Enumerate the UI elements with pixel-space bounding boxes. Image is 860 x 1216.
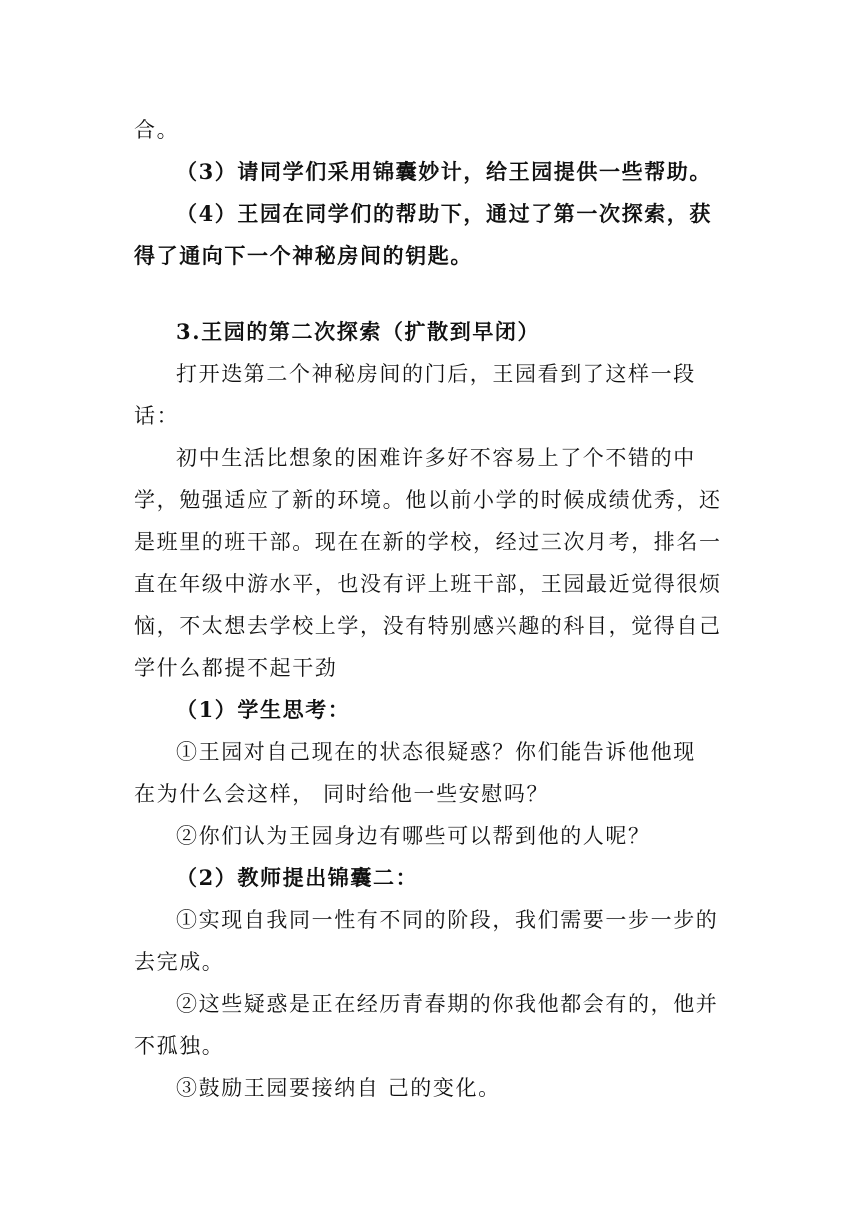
subheading: （1）学生思考： <box>176 697 351 722</box>
paragraph-line: 不孤独。 <box>134 1034 225 1058</box>
paragraph-line: ①实现自我同一性有不同的阶段，我们需要一步一步的 <box>176 908 719 932</box>
paragraph-line: 是班里的班干部。现在在新的学校，经过三次月考，排名一 <box>134 530 722 554</box>
bold-paragraph-line: 得了通向下一个神秘房间的钥匙。 <box>134 243 473 268</box>
section-heading: 3.王园的第二次探索（扩散到早闭） <box>176 319 541 344</box>
paragraph-line: 学，勉强适应了新的环境。他以前小学的时候成绩优秀，还 <box>134 488 722 512</box>
paragraph-line: 直在年级中游水平，也没有评上班干部，王园最近觉得很烦 <box>134 572 722 596</box>
subheading: （2）教师提出锦囊二： <box>176 865 419 890</box>
paragraph-line: 学什么都提不起干劲 <box>134 656 338 680</box>
paragraph-line: ②这些疑惑是正在经历青春期的你我他都会有的，他并 <box>176 992 719 1016</box>
paragraph-line: 初中生活比想象的困难许多好不容易上了个不错的中 <box>176 446 696 470</box>
paragraph-line: ②你们认为王园身边有哪些可以帮到他的人呢？ <box>176 824 651 848</box>
paragraph-line: 去完成。 <box>134 950 225 974</box>
paragraph-line: ①王园对自己现在的状态很疑惑？你们能告诉他他现 <box>176 740 696 764</box>
paragraph-line: ③鼓励王园要接纳自 己的变化。 <box>176 1076 501 1100</box>
bold-paragraph-line: （4）王园在同学们的帮助下，通过了第一次探索，获 <box>176 201 713 226</box>
paragraph-line: 话： <box>134 404 180 428</box>
bold-paragraph-line: （3）请同学们采用锦囊妙计，给王园提供一些帮助。 <box>176 159 713 184</box>
paragraph-line: 合。 <box>134 118 180 142</box>
paragraph-line: 恼，不太想去学校上学，没有特别感兴趣的科目，觉得自己 <box>134 614 722 638</box>
paragraph-line: 在为什么会这样， 同时给他一些安慰吗？ <box>134 782 550 806</box>
paragraph-line: 打开迭第二个神秘房间的门后，王园看到了这样一段 <box>176 362 696 386</box>
